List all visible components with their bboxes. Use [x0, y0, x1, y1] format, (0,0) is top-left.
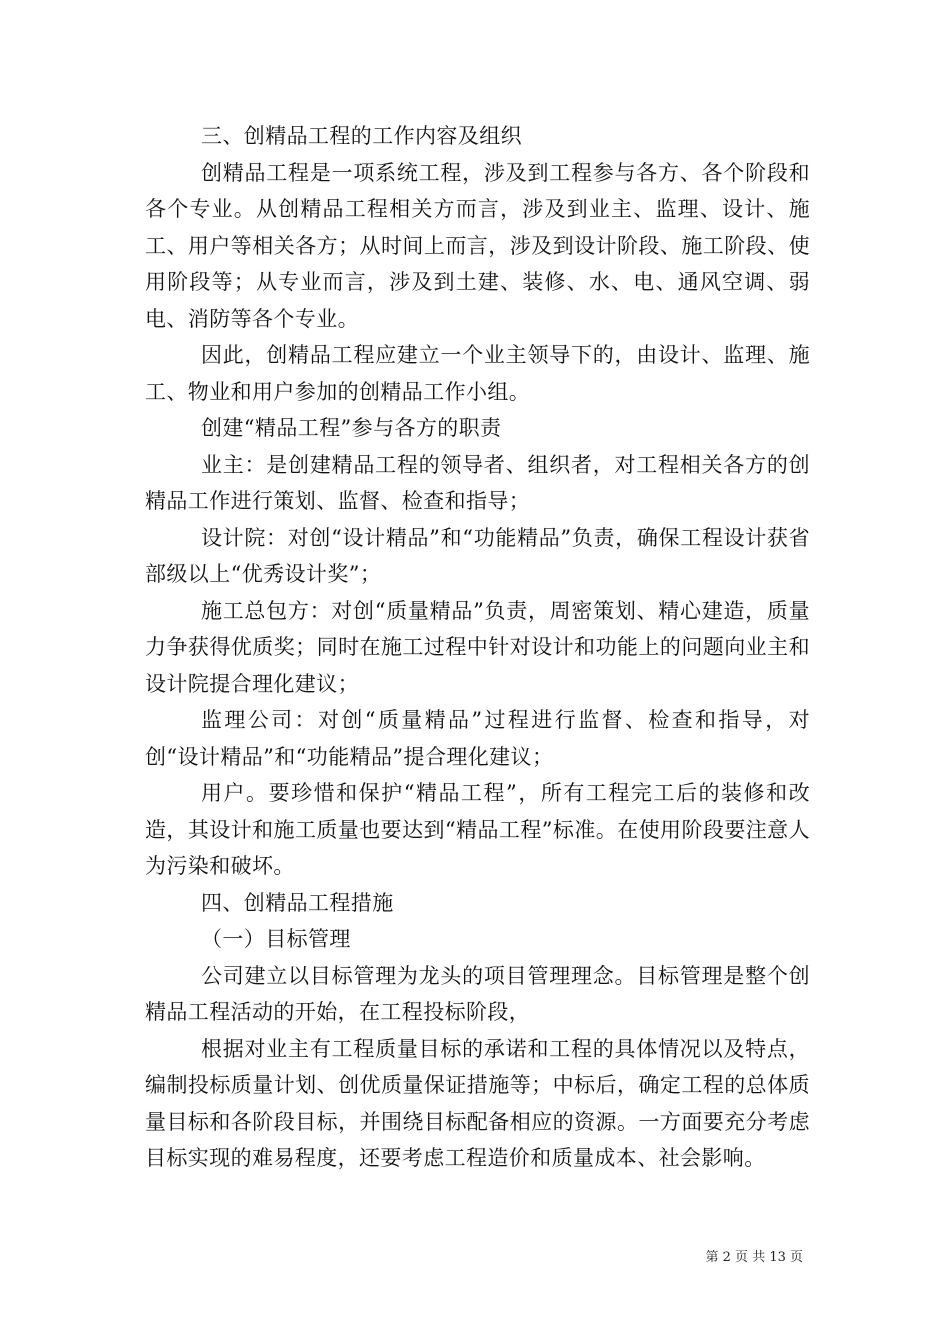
- paragraph: 根据对业主有工程质量目标的承诺和工程的具体情况以及特点，编制投标质量计划、创优质量保证措施等；中标后，确定工程的总体质量目标和各阶段目标，并围绕目标配备相应的资源。一方面要充分考虑目标实现的难易程度，还要考虑工程造价和质量成本、社会影响。: [145, 1036, 810, 1170]
- paragraph: 因此，创精品工程应建立一个业主领导下的，由设计、监理、施工、物业和用户参加的创精品工作小组。: [145, 343, 810, 404]
- section-heading: 三、创精品工程的工作内容及组织: [201, 124, 522, 148]
- paragraph: 创精品工程是一项系统工程，涉及到工程参与各方、各个阶段和各个专业。从创精品工程相关方而言，涉及到业主、监理、设计、施工、用户等相关各方；从时间上而言，涉及到设计阶段、施工阶段、使用阶段等；从专业而言，涉及到土建、装修、水、电、通风空调、弱电、消防等各个专业。: [145, 160, 810, 331]
- paragraph: 监理公司：对创“质量精品”过程进行监督、检查和指导，对创“设计精品”和“功能精品”提合理化建议；: [145, 708, 810, 769]
- subheading: （一）目标管理: [201, 927, 351, 951]
- paragraph: 施工总包方：对创“质量精品”负责，周密策划、精心建造，质量力争获得优质奖；同时在施工过程中针对设计和功能上的问题向业主和设计院提合理化建议；: [145, 598, 810, 696]
- subheading: 创建“精品工程”参与各方的职责: [201, 416, 502, 440]
- paragraph: 用户。要珍惜和保护“精品工程”，所有工程完工后的装修和改造，其设计和施工质量也要达到“精品工程”标准。在使用阶段要注意人为污染和破坏。: [145, 781, 810, 878]
- paragraph: 设计院：对创“设计精品”和“功能精品”负责，确保工程设计获省部级以上“优秀设计奖”；: [145, 525, 810, 586]
- section-heading: 四、创精品工程措施: [201, 890, 394, 915]
- page-body: [145, 118, 810, 1177]
- paragraph: 业主：是创建精品工程的领导者、组织者，对工程相关各方的创精品工作进行策划、监督、检查和指导；: [145, 452, 810, 513]
- paragraph: 公司建立以目标管理为龙头的项目管理理念。目标管理是整个创精品工程活动的开始，在工程投标阶段，: [145, 963, 810, 1024]
- page-number: 第 2 页 共 13 页: [705, 1250, 803, 1265]
